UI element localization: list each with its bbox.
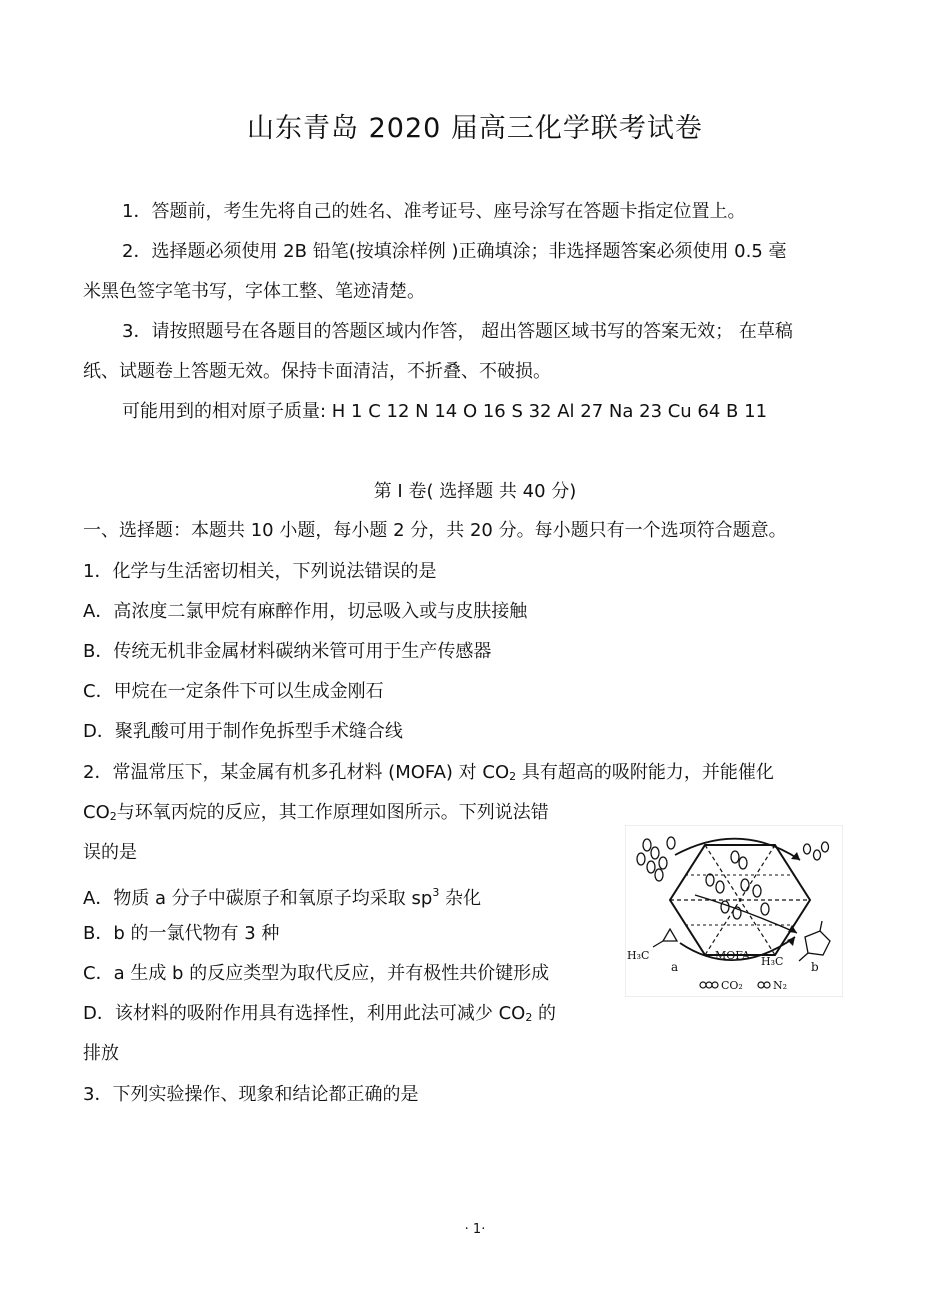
q2-stem2-text-a: CO xyxy=(83,802,110,823)
legend-co2-label: CO₂ xyxy=(721,979,743,992)
q2-stem-line1 xyxy=(83,761,774,789)
q1-option-b: B．传统无机非金属材料碳纳米管可用于生产传感器 xyxy=(83,641,492,662)
label-h3c-right: H₃C xyxy=(761,955,784,968)
q2-opt-a-text: A．物质 a 分子中碳原子和氧原子均采取 sp xyxy=(83,888,433,909)
instruction-2-cont: 米黑色签字笔书写，字体工整、笔迹清楚。 xyxy=(83,281,425,302)
q2-stem2-text-b: 与环氧丙烷的反应，其工作原理如图所示。下列说法错 xyxy=(116,802,549,823)
label-a: a xyxy=(671,960,679,974)
q2-stem-line3: 误的是 xyxy=(83,842,137,863)
q2-option-c: C．a 生成 b 的反应类型为取代反应，并有极性共价键形成 xyxy=(83,963,550,984)
q2-option-a xyxy=(83,881,481,911)
atomic-masses: 可能用到的相对原子质量: H 1 C 12 N 14 O 16 S 32 Al 27 Na 23 Cu 64 B 11 xyxy=(122,401,768,422)
mofa-diagram xyxy=(625,825,843,997)
instruction-2: 2．选择题必须使用 2B 铅笔(按填涂样例 )正确填涂；非选择题答案必须使用 0.5 毫 xyxy=(122,241,787,262)
q2-opt-a-sup: 3 xyxy=(432,886,440,899)
q2-opt-d-text: D．该材料的吸附作用具有选择性，利用此法可减少 CO xyxy=(83,1003,526,1024)
page-title: 山东青岛 2020 届高三化学联考试卷 xyxy=(247,113,703,144)
legend-n2-label: N₂ xyxy=(773,979,788,992)
q1-option-c: C．甲烷在一定条件下可以生成金刚石 xyxy=(83,681,384,702)
label-b: b xyxy=(811,960,819,974)
instruction-3-cont: 纸、试题卷上答题无效。保持卡面清洁，不折叠、不破损。 xyxy=(83,361,551,382)
q2-stem2-sub: 2 xyxy=(109,810,117,823)
page-number: · 1· xyxy=(464,1222,486,1237)
instruction-3: 3．请按照题号在各题目的答题区域内作答， 超出答题区域书写的答案无效； 在草稿 xyxy=(122,321,793,342)
label-mofa: MOFA xyxy=(715,949,750,962)
part-heading: 一、选择题：本题共 10 小题，每小题 2 分，共 20 分。每小题只有一个选项符合题意。 xyxy=(83,520,787,541)
q1-option-a: A．高浓度二氯甲烷有麻醉作用，切忌吸入或与皮肤接触 xyxy=(83,601,528,622)
q2-option-d xyxy=(83,1002,556,1030)
q1-stem: 1．化学与生活密切相关，下列说法错误的是 xyxy=(83,561,437,582)
q2-stem-sub: 2 xyxy=(509,770,517,783)
instruction-1: 1．答题前，考生先将自己的姓名、准考证号、座号涂写在答题卡指定位置上。 xyxy=(122,201,746,222)
section-title: 第 I 卷( 选择题 共 40 分) xyxy=(373,481,577,502)
q2-opt-d-text-b: 的 xyxy=(532,1003,557,1024)
q2-opt-d-sub: 2 xyxy=(525,1011,533,1024)
q3-stem: 3．下列实验操作、现象和结论都正确的是 xyxy=(83,1084,419,1105)
q2-stem-text-b: 具有超高的吸附能力，并能催化 xyxy=(516,762,774,783)
q1-option-d: D．聚乳酸可用于制作免拆型手术缝合线 xyxy=(83,721,403,742)
q2-option-b: B．b 的一氯代物有 3 种 xyxy=(83,923,280,944)
label-h3c-left: H₃C xyxy=(627,949,650,962)
q2-opt-a-text-b: 杂化 xyxy=(439,888,482,909)
q2-stem-text-a: 2．常温常压下，某金属有机多孔材料 (MOFA) 对 CO xyxy=(83,762,510,783)
q2-stem-line2 xyxy=(83,801,549,829)
q2-option-d-cont: 排放 xyxy=(83,1043,119,1064)
